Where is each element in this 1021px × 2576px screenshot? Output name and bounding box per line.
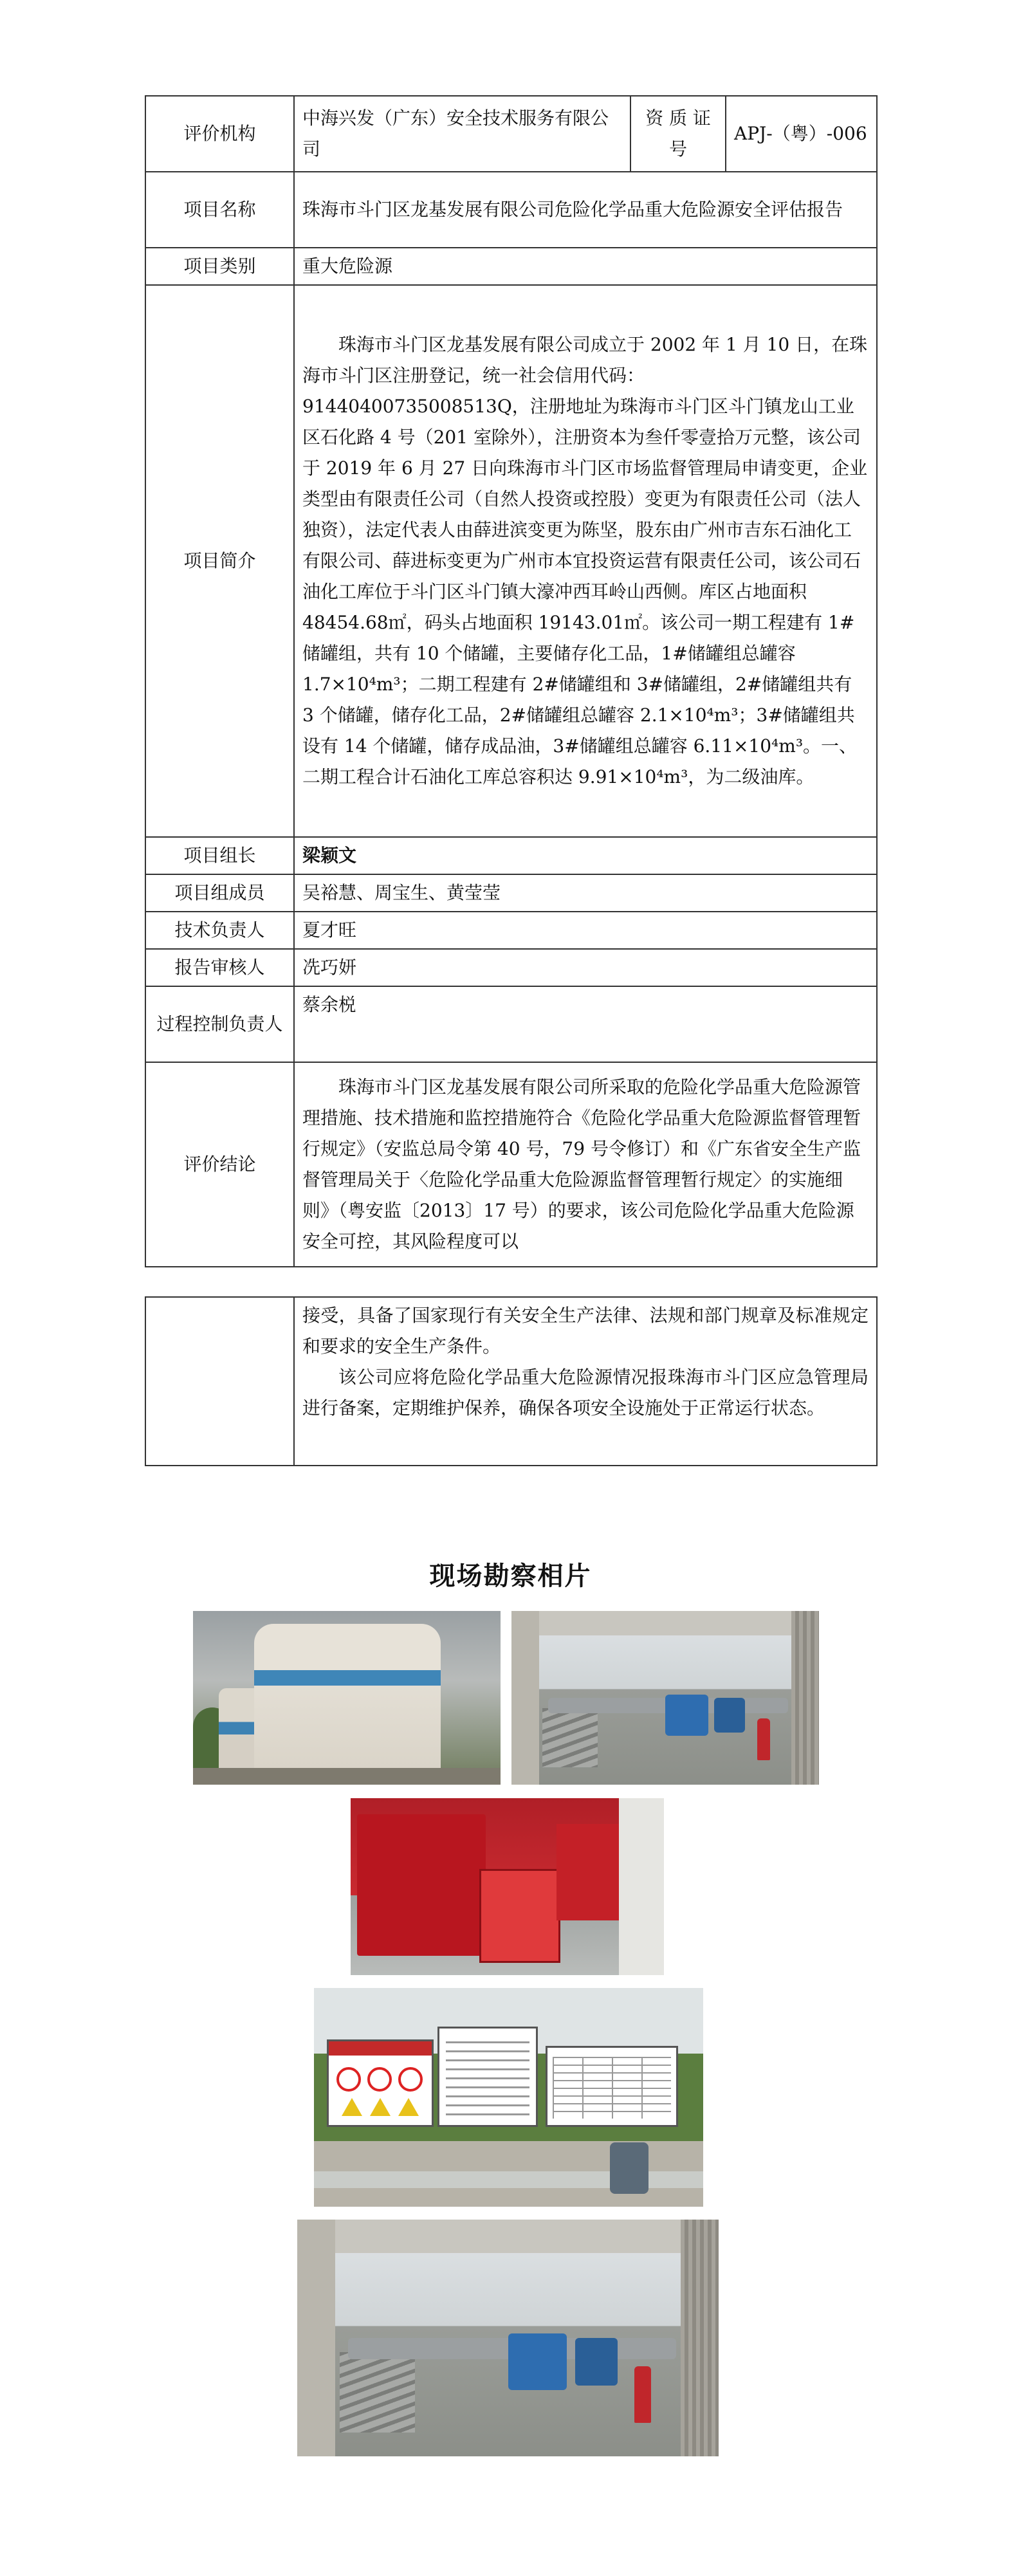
fire-extinguisher (757, 1718, 769, 1760)
signboard-grid (553, 2057, 671, 2119)
intro-value: 珠海市斗门区龙基发展有限公司成立于 2002 年 1 月 10 日，在珠海市斗门区注册登记，统一社会信用代码：91440400735008513Q，注册地址为珠海市斗门区斗门镇龙山工业区石化路 4 号（201 室除外），注册资本为叁仟零壹拾万元整，该公司于 2019 年 6 月 27 日向珠海市斗门区市场监督管理局申请变更，企业类型由有限责任公司（自然人投资或控股）变更为有限责任公司（法人独资），法定代表人由薛进滨变更为陈坚，股东由广州市吉东石油化工有限公司、薛进标变更为广州市本宜投资运营有限责任公司，该公司石油化工库位于斗门区斗门镇大濠冲西耳岭山西侧。库区占地面积 48454.68㎡，码头占地面积 19143.01㎡。该公司一期工程建有 1#储罐组，共有 10 个储罐，主要储存化工品，1#储罐组总罐容 1.7×10⁴m³；二期工程建有 2#储罐组和 3#储罐组，2#储罐组共有 3 个储罐，储存化工品，2#储罐组总罐容 2.1×10⁴m³；3#储罐组共设有 14 个储罐，储存成品油，3#储罐组总罐容 6.11×10⁴m³。一、二期工程合计石油化工库总容积达 9.91×10⁴m³，为二级油库。 (294, 285, 877, 837)
site-photo-storage-tanks (193, 1611, 501, 1785)
warning-triangle-icon (370, 2098, 391, 2116)
project-name-value: 珠海市斗门区龙基发展有限公司危险化学品重大危险源安全评估报告 (294, 172, 877, 248)
cert-label: 资 质 证 号 (630, 96, 726, 172)
process-label: 过程控制负责人 (145, 986, 294, 1062)
org-value: 中海兴发（广东）安全技术服务有限公司 (294, 96, 630, 172)
roof (297, 2220, 719, 2253)
report-info-table-continued (145, 1296, 878, 1466)
project-name-label: 项目名称 (145, 172, 294, 248)
inspection-table-signboard (546, 2046, 678, 2127)
tech-label: 技术负责人 (145, 912, 294, 949)
conclusion-text: 珠海市斗门区龙基发展有限公司所采取的危险化学品重大危险源管理措施、技术措施和监控措施符合《危险化学品重大危险源监督管理暂行规定》（安监总局令第 40 号，79 号令修订）和《广东省安全生产监督管理局关于〈危险化学品重大危险源监督管理暂行规定〉的实施细则》（粤安监〔2013〕17 号）的要求，该公司危险化学品重大危险源安全可控，其风险程度可以 (294, 1062, 877, 1267)
control-panel (479, 1869, 560, 1963)
blue-pump-secondary (575, 2338, 618, 2386)
tech-value: 夏才旺 (294, 912, 877, 949)
intro-label: 项目简介 (145, 285, 294, 837)
leader-label: 项目组长 (145, 837, 294, 874)
leader-value: 梁颖文 (294, 837, 877, 874)
blue-pump (665, 1695, 708, 1736)
fire-pump-unit (357, 1814, 486, 1956)
blue-pump (508, 2333, 567, 2390)
signboard-text-lines (446, 2041, 529, 2115)
conclusion-label-blank (145, 1297, 294, 1466)
pillar-left (511, 1611, 539, 1785)
conclusion-second-paragraph: 该公司应将危险化学品重大危险源情况报珠海市斗门区应急管理局进行备案，定期维护保养，确保各项安全设施处于正常运行状态。 (302, 1366, 869, 1419)
warning-triangle-icon (342, 2098, 362, 2116)
fire-pump-unit-secondary (556, 1824, 627, 1920)
site-photo-fire-pumps (351, 1798, 664, 1975)
site-photo-pump-station-wide (297, 2220, 719, 2456)
blue-pump-secondary (714, 1698, 745, 1733)
prohibition-sign-icon (367, 2067, 392, 2092)
process-value: 蔡余棁 (294, 986, 877, 1062)
members-value: 吴裕慧、周宝生、黄莹莹 (294, 874, 877, 912)
members-label: 项目组成员 (145, 874, 294, 912)
conclusion-continued-text: 接受，具备了国家现行有关安全生产法律、法规和部门规章及标准规定和要求的安全生产条件。 (302, 1305, 869, 1357)
reviewer-label: 报告审核人 (145, 949, 294, 986)
warning-signboard (327, 2039, 434, 2127)
prohibition-sign-icon (336, 2067, 361, 2092)
reviewer-value: 冼巧妍 (294, 949, 877, 986)
pillar-right (681, 2220, 719, 2456)
chemical-info-signboard (437, 2027, 538, 2127)
project-type-label: 项目类别 (145, 248, 294, 285)
ground (193, 1768, 501, 1785)
conclusion-label: 评价结论 (145, 1062, 294, 1267)
site-photo-safety-signboards (314, 1988, 703, 2207)
pillar-right (791, 1611, 819, 1785)
project-type-value: 重大危险源 (294, 248, 877, 285)
site-photo-pump-station (511, 1611, 819, 1785)
stairs (542, 1708, 598, 1767)
large-tank (254, 1624, 441, 1778)
wall (619, 1798, 664, 1975)
valve (610, 2142, 648, 2194)
pillar-left (297, 2220, 335, 2456)
prohibition-sign-icon (398, 2067, 423, 2092)
fire-extinguisher (634, 2366, 651, 2423)
conclusion-continued (294, 1297, 877, 1466)
cert-value: APJ-（粤）-006 (726, 96, 877, 172)
roof (511, 1611, 819, 1635)
warning-triangle-icon (398, 2098, 419, 2116)
report-info-table (145, 95, 878, 1267)
signboard-header (329, 2041, 432, 2056)
org-label: 评价机构 (145, 96, 294, 172)
photos-title: 现场勘察相片 (429, 1561, 592, 1591)
stairs (340, 2352, 416, 2433)
